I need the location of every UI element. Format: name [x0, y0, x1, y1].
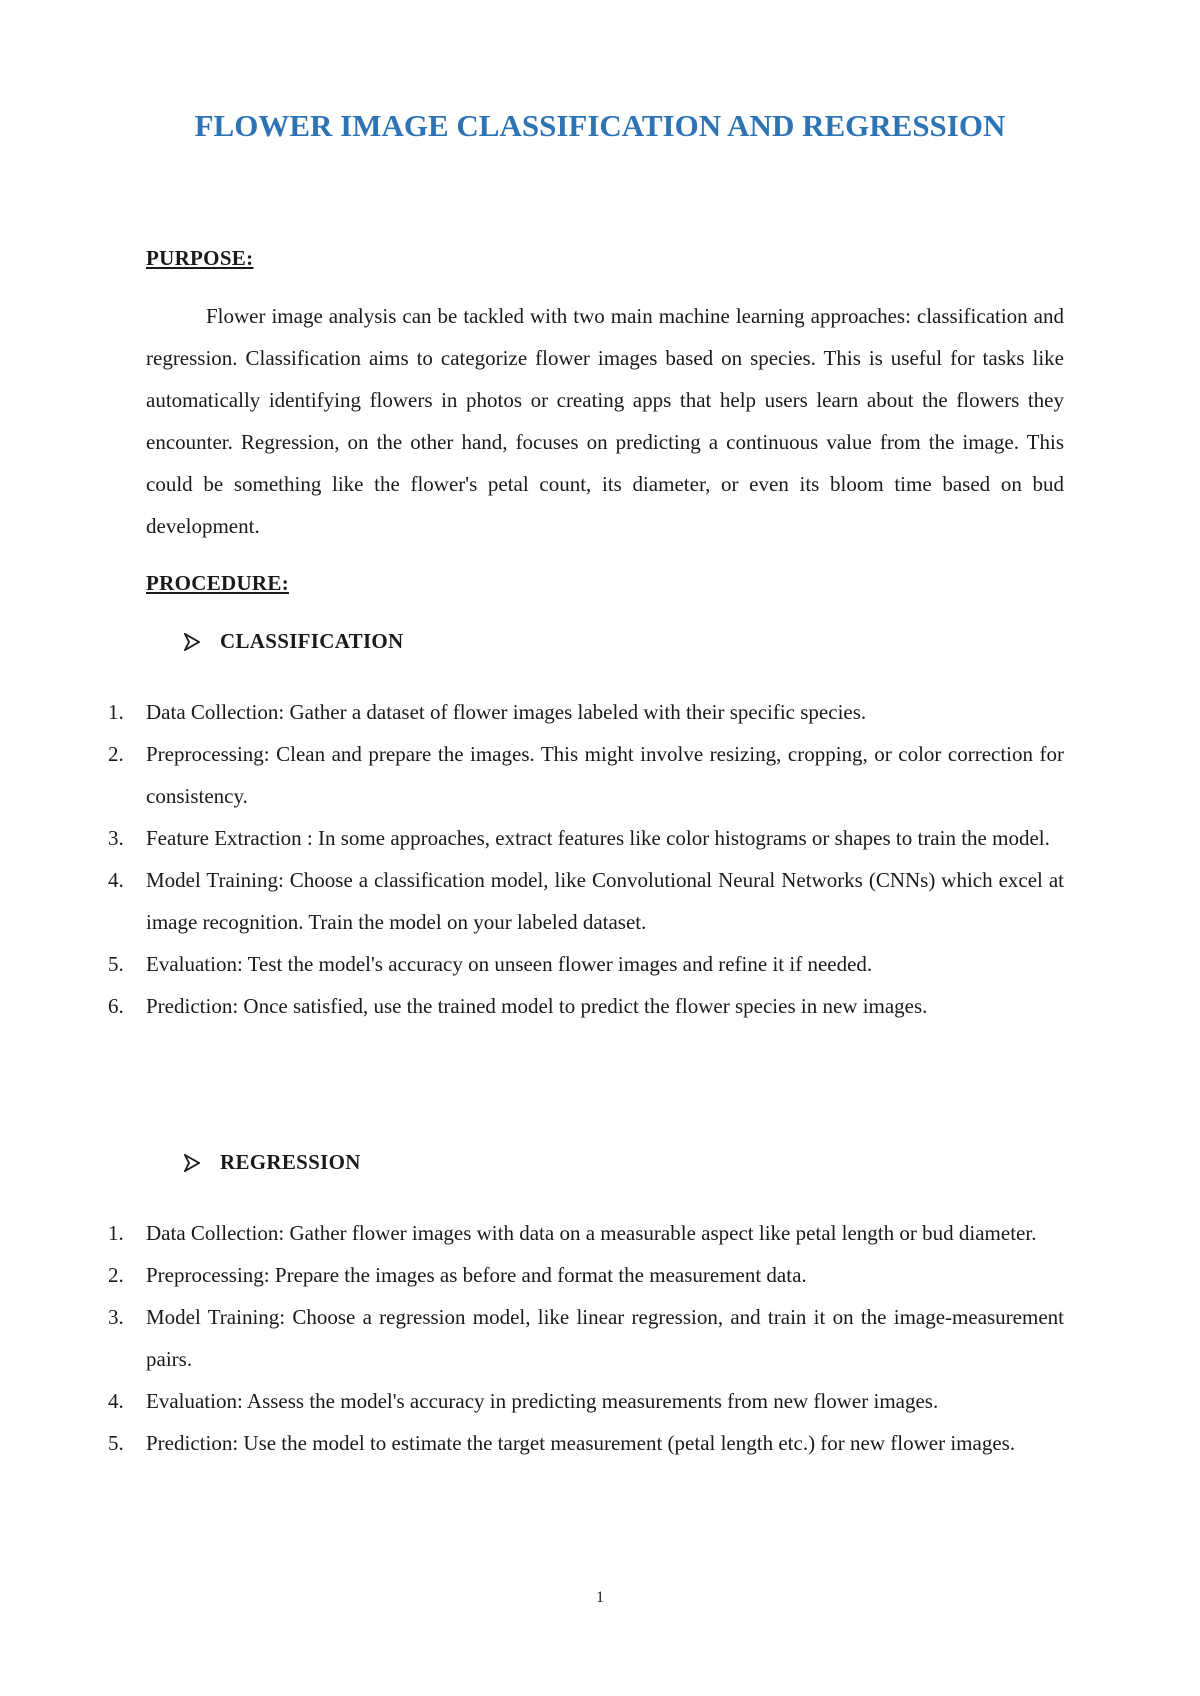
list-item [108, 733, 1064, 817]
list-item-number: 2. [108, 1263, 124, 1287]
list-item [108, 817, 1064, 859]
purpose-paragraph: Flower image analysis can be tackled with two main machine learning approaches: classification and regression. Classification aims to categorize flower images based on species. This is useful for tasks like automatically identifying flowers in photos or creating apps that help users learn about the flowers they encounter. Regression, on the other hand, focuses on predicting a continuous value from the image. This could be something like the flower's petal count, its diameter, or even its bloom time based on bud development. [146, 304, 1064, 538]
list-item [108, 859, 1064, 943]
list-item [108, 1212, 1064, 1254]
page-number: 1 [596, 1589, 604, 1606]
list-item-number: 6. [108, 994, 124, 1018]
list-item-text: Model Training: Choose a regression model, like linear regression, and train it on the image-measurement pairs. [146, 1305, 1064, 1371]
list-item-text: Prediction: Use the model to estimate the target measurement (petal length etc.) for new flower images. [146, 1431, 1016, 1455]
purpose-heading: PURPOSE: [146, 246, 254, 270]
list-item [108, 1380, 1064, 1422]
document-title: FLOWER IMAGE CLASSIFICATION AND REGRESSION [194, 108, 1006, 143]
list-item-number: 4. [108, 868, 124, 892]
list-item [108, 1296, 1064, 1380]
list-item-text: Evaluation: Test the model's accuracy on unseen flower images and refine it if needed. [146, 952, 873, 976]
classification-heading-label: CLASSIFICATION [220, 629, 404, 653]
list-item-text: Data Collection: Gather flower images with data on a measurable aspect like petal length or bud diameter. [146, 1221, 1037, 1245]
regression-heading [184, 1150, 361, 1175]
list-item-text: Feature Extraction : In some approaches, extract features like color histograms or shapes to train the model. [146, 826, 1050, 850]
arrowhead-bullet-icon [184, 1154, 200, 1172]
list-item-number: 3. [108, 1305, 124, 1329]
arrowhead-bullet-icon [184, 633, 200, 651]
list-item-number: 5. [108, 1431, 124, 1455]
list-item-number: 1. [108, 700, 124, 724]
list-item-number: 2. [108, 742, 124, 766]
list-item-text: Prediction: Once satisfied, use the trained model to predict the flower species in new images. [146, 994, 928, 1018]
regression-steps-list [0, 1212, 1200, 1464]
list-item-text: Preprocessing: Clean and prepare the images. This might involve resizing, cropping, or color correction for consistency. [146, 742, 1064, 808]
list-item [108, 985, 1064, 1027]
procedure-heading: PROCEDURE: [146, 571, 289, 595]
list-item [108, 691, 1064, 733]
list-item-text: Evaluation: Assess the model's accuracy in predicting measurements from new flower images. [146, 1389, 939, 1413]
list-item [108, 1422, 1064, 1464]
list-item-text: Data Collection: Gather a dataset of flower images labeled with their specific species. [146, 700, 867, 724]
list-item [108, 1254, 1064, 1296]
list-item-number: 1. [108, 1221, 124, 1245]
list-item-number: 4. [108, 1389, 124, 1413]
classification-steps-list [0, 691, 1200, 1027]
regression-heading-label: REGRESSION [220, 1150, 361, 1174]
list-item-text: Preprocessing: Prepare the images as before and format the measurement data. [146, 1263, 807, 1287]
list-item-text: Model Training: Choose a classification model, like Convolutional Neural Networks (CNNs) which excel at image recognition. Train the model on your labeled dataset. [146, 868, 1064, 934]
list-item [108, 943, 1064, 985]
classification-heading [184, 629, 404, 654]
list-item-number: 5. [108, 952, 124, 976]
list-item-number: 3. [108, 826, 124, 850]
